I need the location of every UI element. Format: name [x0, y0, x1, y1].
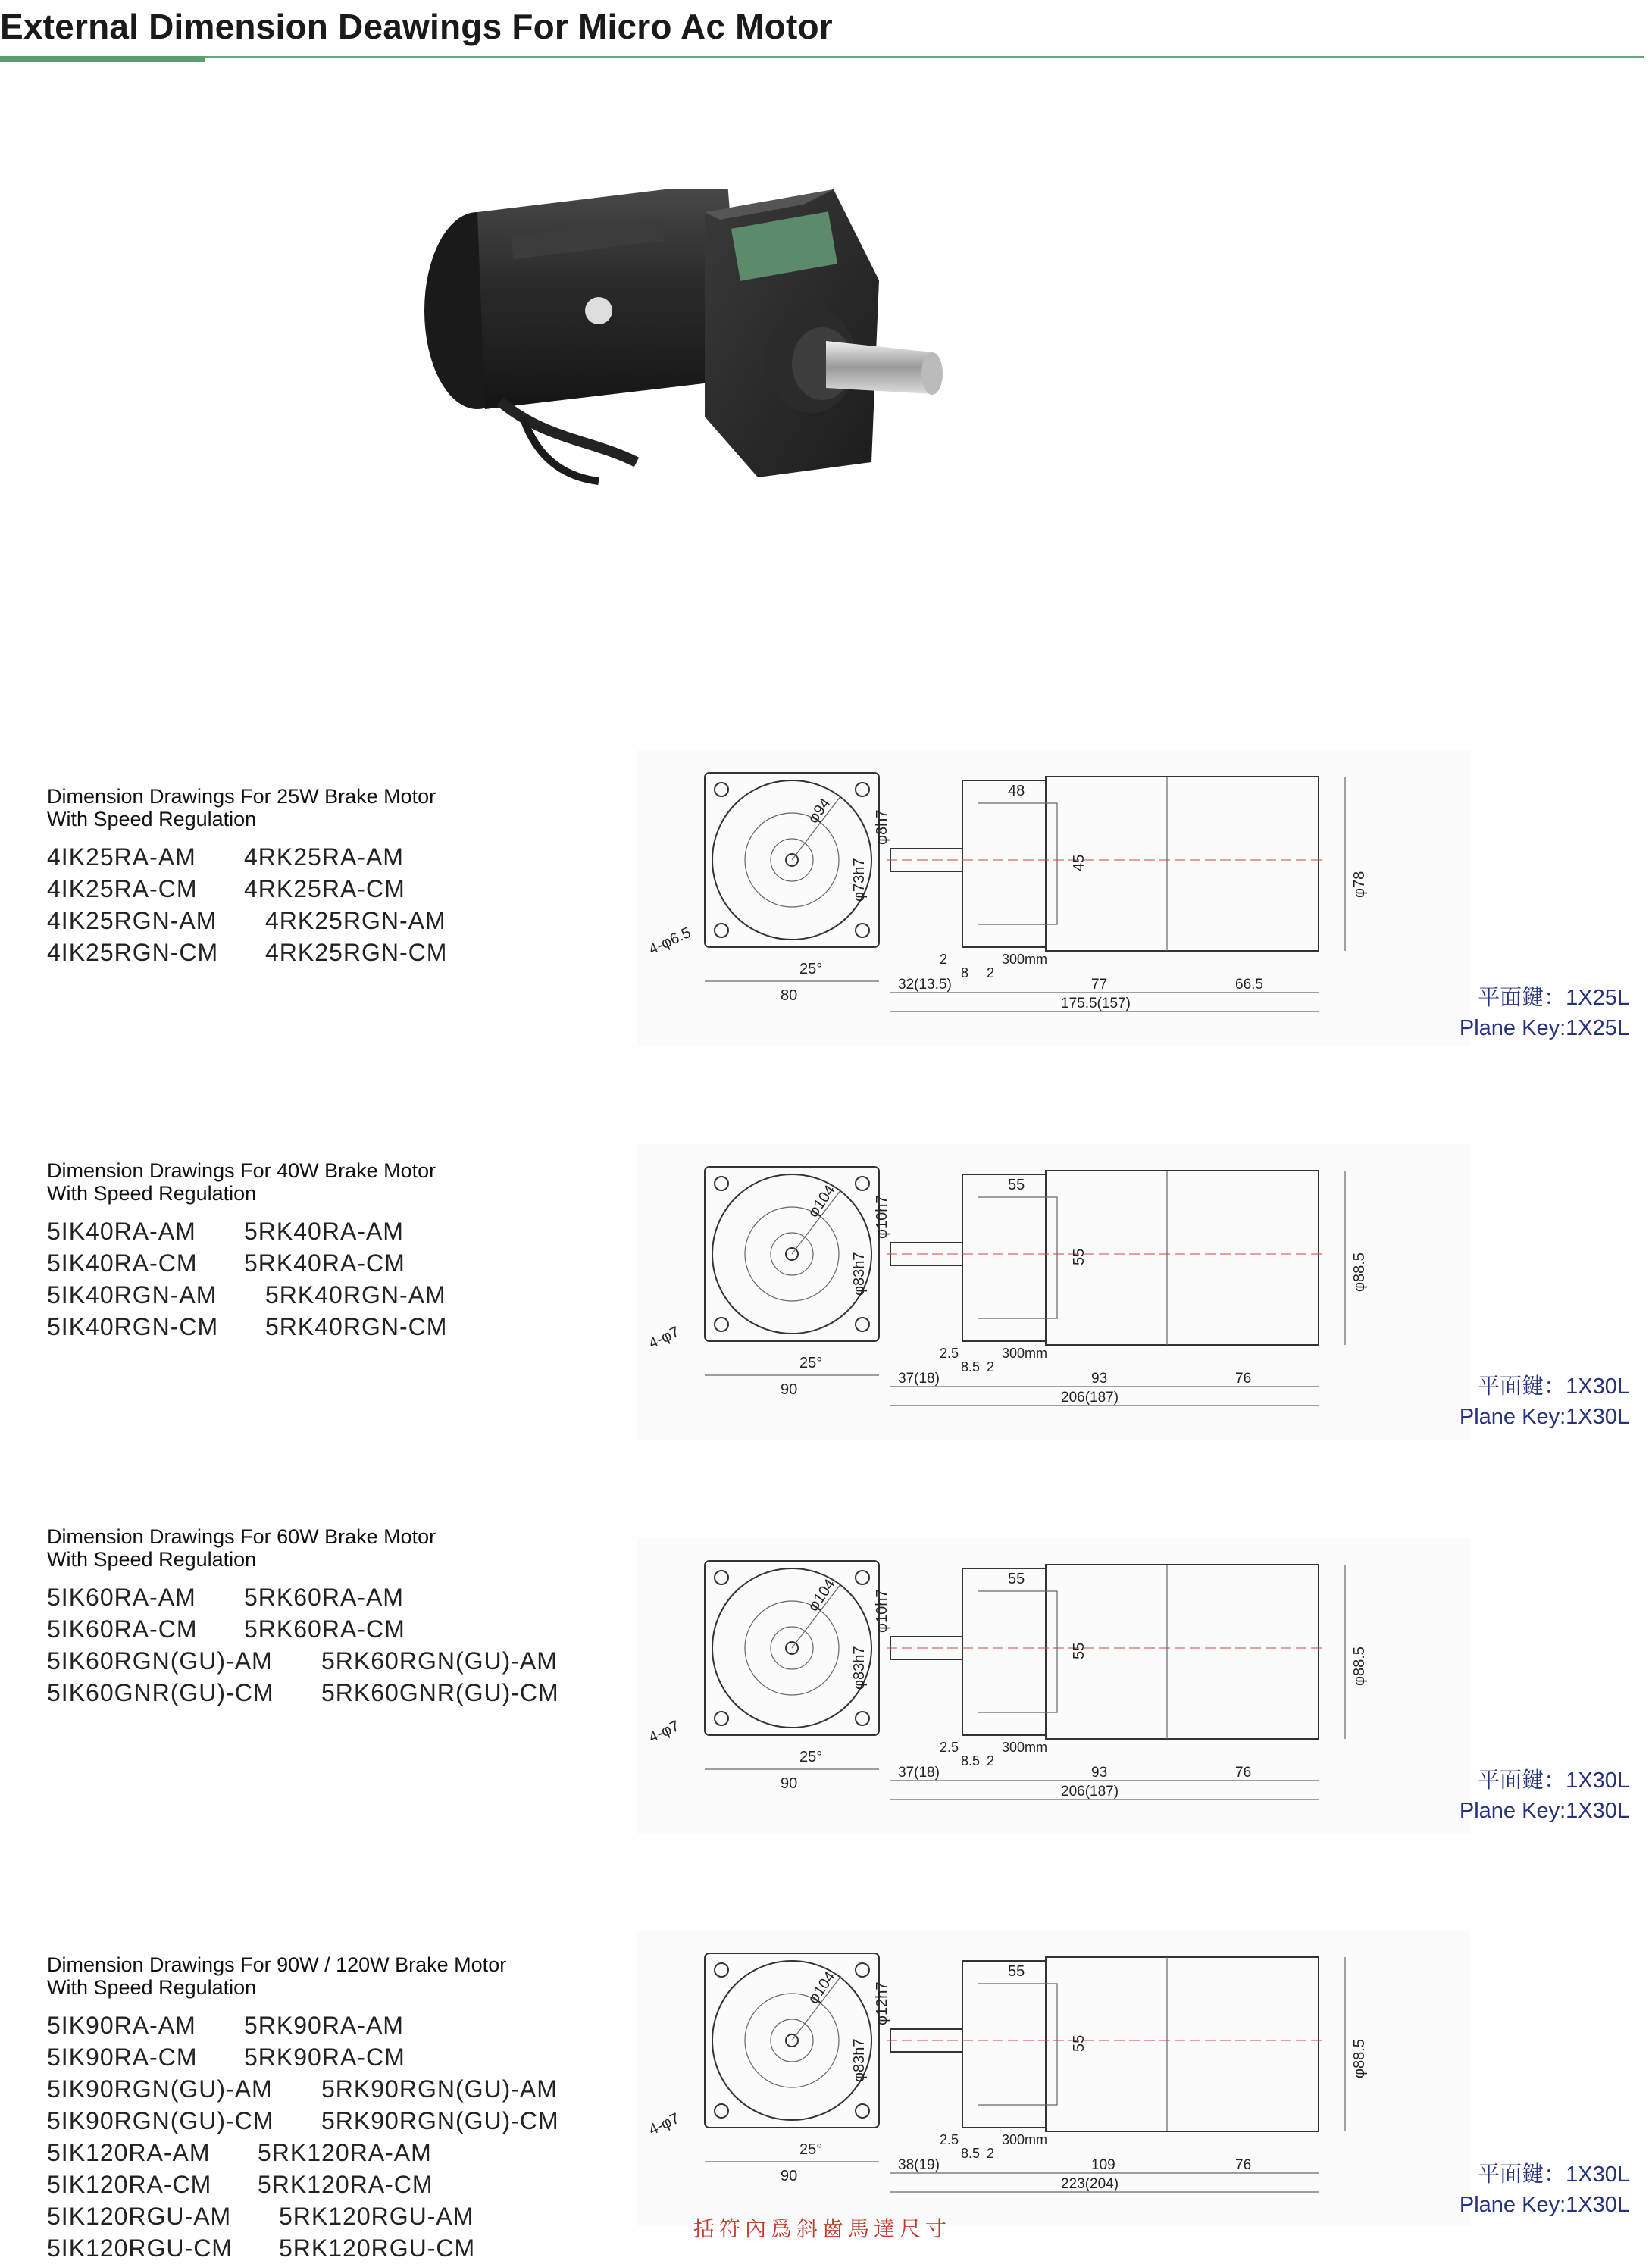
dim-l2: 109	[1091, 2157, 1115, 2173]
gearbox-body	[962, 1174, 1046, 1341]
dim-pilot: φ83h7	[851, 1252, 868, 1296]
gearbox-body	[962, 1961, 1046, 2128]
holes-label: 4-φ7	[646, 1717, 683, 1746]
model-ik: 5IK120RA-CM	[47, 2171, 212, 2198]
front-diameter-label: φ104	[805, 1968, 839, 2007]
model-row	[47, 841, 447, 873]
dim-l3: 76	[1235, 2157, 1252, 2173]
model-row	[47, 2169, 559, 2200]
model-rk: 5RK120RGU-CM	[279, 2234, 476, 2262]
model-rk: 5RK40RA-AM	[244, 1218, 404, 1245]
dim-l1: 32(13.5)	[898, 977, 952, 993]
model-ik: 4IK25RA-CM	[47, 875, 198, 902]
model-ik: 4IK25RA-AM	[47, 843, 196, 871]
holes-label: 4-φ6.5	[646, 924, 694, 958]
section-heading: Dimension Drawings For 25W Brake Motor	[47, 785, 436, 808]
holes-label: 4-φ7	[646, 1323, 683, 1352]
front-width-label: 90	[781, 2168, 798, 2184]
model-ik: 5IK120RGU-AM	[47, 2203, 232, 2230]
angle-label: 25°	[799, 2141, 823, 2158]
dim-b: 8.5	[961, 1359, 981, 1374]
section-heading: Dimension Drawings For 60W Brake Motor	[47, 1525, 436, 1548]
model-ik: 5IK40RA-CM	[47, 1249, 198, 1277]
dim-lead: 300mm	[1002, 2132, 1048, 2147]
model-rk: 4RK25RA-AM	[244, 843, 404, 871]
model-ik: 5IK120RGU-CM	[47, 2234, 233, 2262]
dimension-drawing-60w	[637, 1538, 1470, 1834]
model-ik: 5IK90RA-CM	[47, 2044, 198, 2071]
model-row	[47, 2105, 559, 2137]
dim-shaft: φ12h7	[874, 1981, 890, 2025]
front-width-label: 80	[781, 987, 798, 1004]
dim-c: 2	[987, 2146, 995, 2161]
dim-body: φ78	[1351, 871, 1368, 898]
dim-l3: 76	[1235, 1371, 1252, 1387]
model-rk: 5RK60RGN(GU)-AM	[321, 1647, 558, 1675]
dim-pilot: φ83h7	[851, 1646, 868, 1690]
dim-d1: 55	[1008, 1177, 1025, 1193]
dim-l2: 93	[1091, 1765, 1108, 1781]
dim-body: φ88.5	[1351, 1646, 1368, 1686]
front-diameter-label: φ94	[805, 795, 834, 827]
dim-d2: 55	[1071, 1642, 1087, 1659]
mounting-hole	[856, 1177, 869, 1190]
model-row	[47, 1645, 559, 1677]
model-ik: 5IK60GNR(GU)-CM	[47, 1679, 274, 1706]
plane-key-en: Plane Key:1X30L	[1459, 2193, 1629, 2217]
plane-key-en: Plane Key:1X30L	[1459, 1799, 1629, 1823]
model-rk: 5RK120RA-CM	[258, 2171, 433, 2198]
dim-total: 206(187)	[1061, 1784, 1119, 1800]
dim-a: 2.5	[940, 2132, 959, 2147]
plane-key-cn: 平面鍵：1X30L	[1478, 1768, 1629, 1793]
model-rk: 5RK40RGN-CM	[265, 1313, 448, 1340]
angle-label: 25°	[799, 961, 823, 977]
model-row	[47, 873, 447, 905]
dim-d2: 55	[1071, 2034, 1087, 2052]
page-title: External Dimension Deawings For Micro Ac Motor	[0, 7, 833, 46]
dim-shaft: φ10h7	[874, 1589, 890, 1633]
front-width-label: 90	[781, 1775, 798, 1792]
dim-c: 2	[987, 1753, 995, 1768]
model-rk: 5RK90RGN(GU)-CM	[321, 2107, 559, 2134]
dim-lead: 300mm	[1002, 1740, 1048, 1755]
mounting-hole	[856, 1712, 869, 1725]
dim-pilot: φ73h7	[851, 858, 868, 902]
model-ik: 5IK90RGN(GU)-CM	[47, 2107, 274, 2134]
dim-l1: 38(19)	[898, 2157, 940, 2173]
title-divider	[205, 56, 1644, 58]
model-rk: 5RK90RGN(GU)-AM	[321, 2075, 558, 2103]
dim-pilot: φ83h7	[851, 2038, 868, 2082]
plane-key-en: Plane Key:1X30L	[1459, 1405, 1629, 1429]
dimension-drawing-25w	[637, 750, 1470, 1046]
section-40w	[47, 1159, 447, 1343]
dim-body: φ88.5	[1351, 1252, 1368, 1292]
model-rk: 5RK120RGU-AM	[279, 2203, 474, 2230]
dim-a: 2.5	[940, 1740, 959, 1755]
model-row	[47, 2041, 559, 2073]
model-row	[47, 2137, 559, 2169]
dim-d2: 45	[1071, 854, 1087, 871]
dim-c: 2	[987, 965, 995, 980]
dim-l1: 37(18)	[898, 1765, 940, 1781]
dim-d1: 55	[1008, 1963, 1025, 1980]
model-rk: 4RK25RGN-AM	[265, 907, 446, 934]
dim-b: 8.5	[961, 2146, 981, 2161]
mounting-hole	[715, 1318, 728, 1331]
model-rk: 4RK25RGN-CM	[265, 939, 448, 966]
model-rk: 4RK25RA-CM	[244, 875, 405, 902]
model-list	[47, 2009, 559, 2264]
dimension-drawing-40w	[637, 1144, 1470, 1440]
dim-lead: 300mm	[1002, 952, 1048, 967]
dim-shaft: φ8h7	[874, 809, 890, 845]
model-row	[47, 2200, 559, 2232]
section-25w	[47, 785, 447, 968]
holes-label: 4-φ7	[646, 2109, 683, 2139]
model-rk: 5RK60RA-CM	[244, 1615, 405, 1643]
model-rk: 5RK90RA-AM	[244, 2012, 404, 2039]
dim-l2: 77	[1091, 977, 1108, 993]
mounting-hole	[715, 1177, 728, 1190]
model-row	[47, 2073, 559, 2105]
dim-d1: 55	[1008, 1571, 1025, 1587]
dim-d1: 48	[1008, 783, 1025, 799]
model-ik: 5IK120RA-AM	[47, 2139, 211, 2166]
plane-key-cn: 平面鍵：1X30L	[1478, 2162, 1629, 2187]
model-ik: 4IK25RGN-AM	[47, 907, 217, 934]
model-ik: 5IK40RA-AM	[47, 1218, 196, 1245]
dim-l3: 66.5	[1235, 977, 1263, 993]
model-ik: 5IK90RA-AM	[47, 2012, 196, 2039]
dim-a: 2	[940, 952, 948, 967]
model-rk: 5RK60GNR(GU)-CM	[321, 1679, 559, 1706]
model-ik: 5IK60RA-CM	[47, 1615, 198, 1643]
model-row	[47, 1247, 447, 1279]
dim-c: 2	[987, 1359, 995, 1374]
mounting-hole	[856, 2104, 869, 2118]
plane-key-cn: 平面鍵：1X25L	[1478, 986, 1629, 1010]
model-row	[47, 1215, 447, 1247]
dim-a: 2.5	[940, 1346, 959, 1361]
footer-note: 括符內爲斜齒馬達尺寸	[693, 2217, 952, 2241]
model-row	[47, 1311, 447, 1343]
model-list	[47, 841, 447, 968]
front-diameter-label: φ104	[805, 1182, 839, 1221]
dimension-drawing-90w-120w	[637, 1931, 1470, 2226]
dim-total: 206(187)	[1061, 1390, 1119, 1406]
model-rk: 5RK90RA-CM	[244, 2044, 405, 2071]
dim-shaft: φ10h7	[874, 1195, 890, 1239]
mounting-hole	[715, 783, 728, 796]
dim-l2: 93	[1091, 1371, 1108, 1387]
section-heading: Dimension Drawings For 40W Brake Motor	[47, 1159, 436, 1182]
dim-total: 175.5(157)	[1061, 996, 1131, 1012]
title-accent-bar	[0, 56, 205, 62]
angle-label: 25°	[799, 1355, 823, 1371]
front-diameter-label: φ104	[805, 1576, 839, 1615]
mounting-hole	[715, 2104, 728, 2118]
mounting-hole	[715, 1571, 728, 1584]
model-row	[47, 2009, 559, 2041]
section-heading: Dimension Drawings For 90W / 120W Brake Motor	[47, 1953, 507, 1976]
model-rk: 5RK60RA-AM	[244, 1584, 404, 1611]
dim-lead: 300mm	[1002, 1346, 1048, 1361]
plane-key-en: Plane Key:1X25L	[1459, 1016, 1629, 1040]
motor-photo	[409, 189, 1091, 674]
model-ik: 5IK40RGN-AM	[47, 1281, 217, 1309]
section-subheading: With Speed Regulation	[47, 1548, 257, 1571]
dim-d2: 55	[1071, 1248, 1087, 1265]
model-row	[47, 1581, 559, 1613]
mounting-hole	[856, 1318, 869, 1331]
plane-key-cn: 平面鍵：1X30L	[1478, 1374, 1629, 1399]
model-row	[47, 1279, 447, 1311]
model-row	[47, 2232, 559, 2264]
model-row	[47, 1613, 559, 1645]
model-rk: 5RK40RA-CM	[244, 1249, 405, 1277]
model-rk: 5RK120RA-AM	[258, 2139, 432, 2166]
dim-body: φ88.5	[1351, 2039, 1368, 2078]
section-subheading: With Speed Regulation	[47, 1976, 257, 1999]
model-row	[47, 1677, 559, 1709]
model-rk: 5RK40RGN-AM	[265, 1281, 446, 1309]
plane-key-25w	[1460, 983, 1629, 1043]
mounting-hole	[856, 1963, 869, 1977]
model-ik: 4IK25RGN-CM	[47, 939, 219, 966]
dim-l1: 37(18)	[898, 1371, 940, 1387]
model-ik: 5IK60RA-AM	[47, 1584, 196, 1611]
mounting-hole	[856, 924, 869, 937]
section-subheading: With Speed Regulation	[47, 808, 257, 830]
dim-l3: 76	[1235, 1765, 1252, 1781]
dim-b: 8	[961, 965, 969, 980]
mounting-hole	[715, 924, 728, 937]
plane-key-90w-120w	[1460, 2159, 1629, 2220]
plane-key-40w	[1460, 1371, 1629, 1432]
model-row	[47, 937, 447, 968]
mounting-hole	[856, 783, 869, 796]
model-list	[47, 1581, 559, 1709]
front-width-label: 90	[781, 1381, 798, 1398]
mounting-hole	[856, 1571, 869, 1584]
model-list	[47, 1215, 447, 1343]
section-90w-120w	[47, 1953, 559, 2264]
gearbox-body	[962, 1568, 1046, 1735]
section-60w	[47, 1525, 559, 1709]
model-row	[47, 905, 447, 937]
angle-label: 25°	[799, 1749, 823, 1765]
dim-total: 223(204)	[1061, 2176, 1119, 2192]
gearbox-body	[962, 780, 1046, 947]
model-ik: 5IK40RGN-CM	[47, 1313, 219, 1340]
plane-key-60w	[1460, 1765, 1629, 1826]
mounting-hole	[715, 1712, 728, 1725]
dim-b: 8.5	[961, 1753, 981, 1768]
model-ik: 5IK60RGN(GU)-AM	[47, 1647, 273, 1675]
section-subheading: With Speed Regulation	[47, 1182, 257, 1205]
model-ik: 5IK90RGN(GU)-AM	[47, 2075, 273, 2103]
mounting-hole	[715, 1963, 728, 1977]
